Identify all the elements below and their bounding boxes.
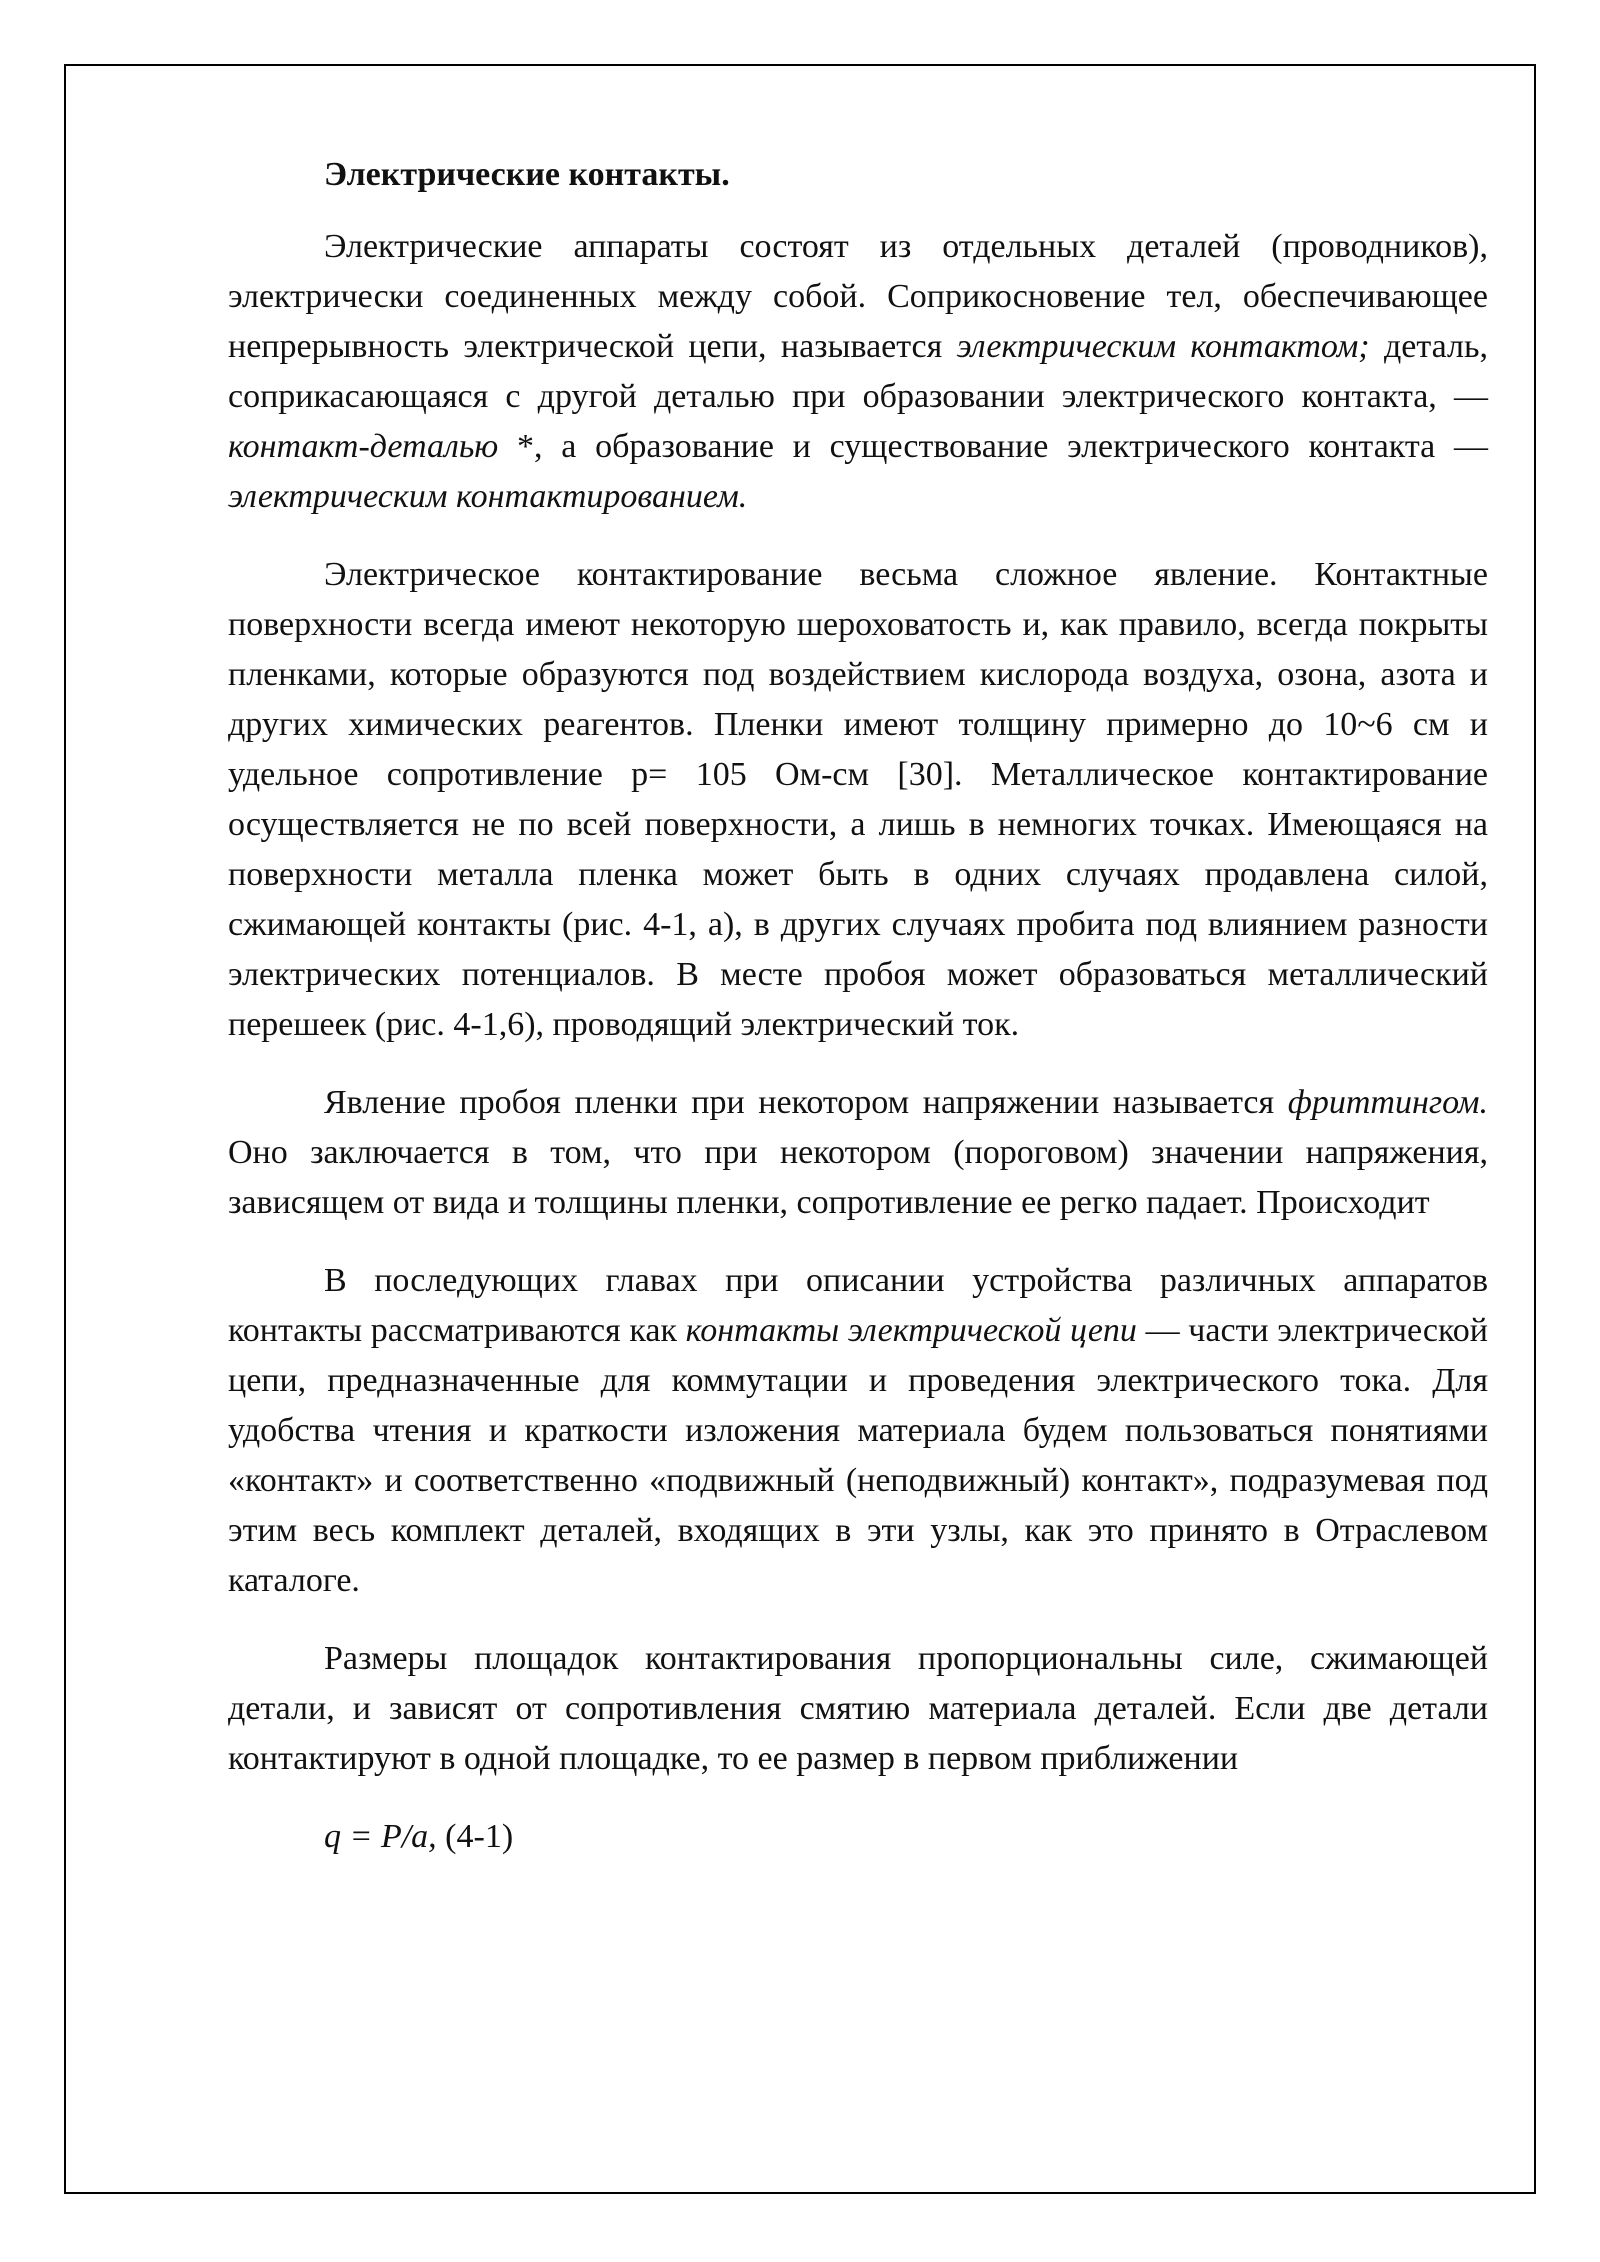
- term-electric-contacting: электрическим контактированием.: [228, 478, 748, 515]
- text-run: — части электрической цепи, предназначенные для коммутации и проведения электрического тока. Для удобства чтения и краткости изложения материала будем пользоваться понятиями «контакт» и соответственно «подвижный (неподвижный) контакт», подразумевая под этим весь комплект деталей, входящих в эти узлы, как это принято в Отраслевом каталоге.: [228, 1312, 1489, 1599]
- text-run: Электрические аппараты состоят из отдельных деталей (проводников), электрически соединенных между собой. Соприкосновение тел, обеспечивающее непрерывность электрической цепи, называется: [228, 228, 1488, 365]
- paragraph-definition: [228, 222, 1488, 522]
- paragraph-circuit-contacts: [228, 1256, 1488, 1606]
- text-run: Оно заключается в том, что при некотором (пороговом) значении напряжения, зависящем от вида и толщины пленки, сопротивление ее регко падает. Происходит: [228, 1134, 1488, 1221]
- text-run: В последующих главах при описании устройства различных аппаратов контакты рассматриваются как: [228, 1262, 1488, 1349]
- term-circuit-contacts: контакты электрической цепи: [685, 1312, 1137, 1349]
- formula-expression: q = P/a,: [324, 1818, 437, 1855]
- text-run: Явление пробоя пленки при некотором напряжении называется: [324, 1084, 1288, 1121]
- term-electric-contact: электрическим контактом;: [956, 328, 1370, 365]
- paragraph-fritting: [228, 1078, 1488, 1228]
- document-body: [228, 150, 1488, 1890]
- term-fritting: фриттингом.: [1287, 1084, 1488, 1121]
- document-title: Электрические контакты.: [324, 156, 730, 193]
- paragraph-contacting: Электрическое контактирование весьма сложное явление. Контактные поверхности всегда имеют некоторую шероховатость и, как правило, всегда покрыты пленками, которые образуются под воздействием кислорода воздуха, озона, азота и других химических реагентов. Пленки имеют толщину примерно до 10~6 см и удельное сопротивление р= 105 Ом-см [30]. Металлическое контактирование осуществляется не по всей поверхности, а лишь в немногих точках. Имеющаяся на поверхности металла пленка может быть в одних случаях продавлена силой, сжимающей контакты (рис. 4-1, а), в других случаях пробита под влиянием разности электрических потенциалов. В месте пробоя может образоваться металлический перешеек (рис. 4-1,6), проводящий электрический ток.: [228, 556, 1488, 1043]
- formula-number: (4-1): [436, 1818, 514, 1855]
- term-contact-detail: контакт-деталью: [228, 428, 499, 465]
- formula: [228, 1812, 1488, 1862]
- paragraph-contact-area: Размеры площадок контактирования пропорциональны силе, сжимающей детали, и зависят от сопротивления смятию материала деталей. Если две детали контактируют в одной площадке, то ее размер в первом приближении: [228, 1640, 1488, 1777]
- text-run: деталь, соприкасающаяся с другой деталью при образовании электрического контакта, —: [228, 328, 1489, 415]
- text-run: *, а образование и существование электрического контакта —: [498, 428, 1488, 465]
